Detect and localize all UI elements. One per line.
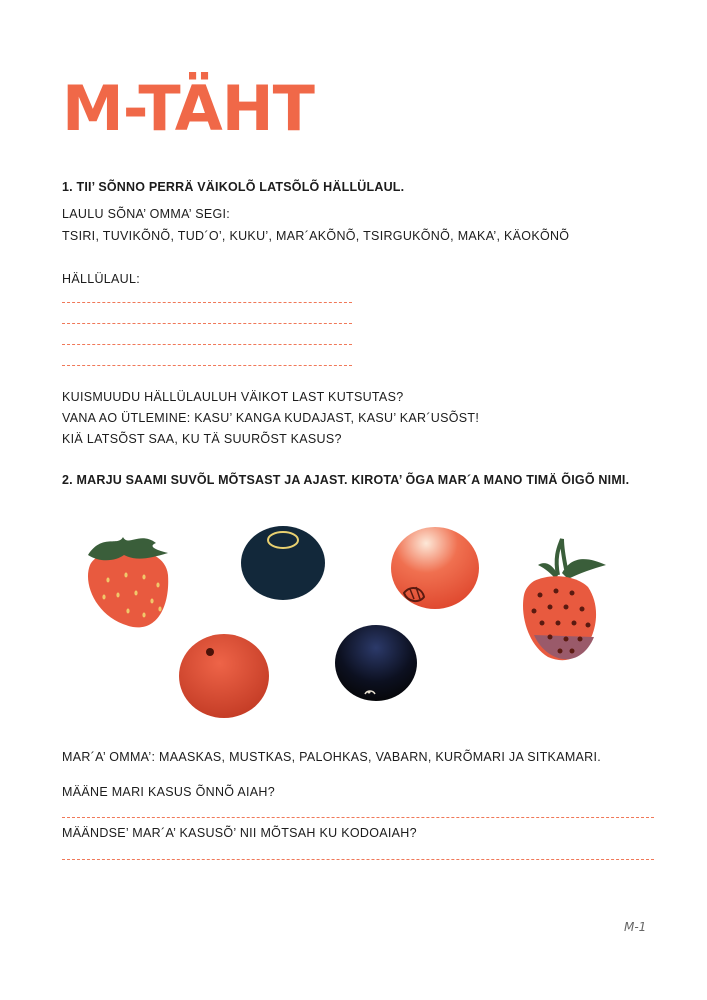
answer-line[interactable] <box>62 365 352 366</box>
answer-line[interactable] <box>62 302 352 303</box>
red-currant-icon <box>176 630 272 720</box>
blueberry-icon <box>238 523 328 603</box>
cranberry-icon <box>388 523 483 613</box>
task1-heading: 1. TII’ SÕNNO PERRÄ VÄIKOLÕ LATSÕLÕ HÄLLÜLAUL. <box>62 180 405 194</box>
page-number: M-1 <box>624 920 647 934</box>
answer-line[interactable] <box>62 817 654 818</box>
strawberry-icon <box>78 525 178 633</box>
page-title: M-TÄHT <box>62 72 314 145</box>
word-list: TSIRI, TUVIKÕNÕ, TUD´O’, KUKU’, MAR´AKÕNÕ, TSIRGUKÕNÕ, MAKA’, KÄOKÕNÕ <box>62 229 570 243</box>
words-intro: LAULU SÕNA’ OMMA’ SEGI: <box>62 207 231 221</box>
task2-heading: 2. MARJU SAAMI SUVÕL MÕTSAST JA AJAST. KIROTA’ ÕGA MAR´A MANO TIMÄ ÕIGÕ NIMI. <box>62 473 630 487</box>
question-text: MÄÄNDSE’ MAR´A’ KASUSÕ’ NII MÕTSAH KU KODOAIAH? <box>62 826 417 840</box>
raspberry-icon <box>510 535 610 663</box>
answer-line[interactable] <box>62 344 352 345</box>
song-label: HÄLLÜLAUL: <box>62 272 141 286</box>
question-text: KUISMUUDU HÄLLÜLAULUH VÄIKOT LAST KUTSUTAS? <box>62 390 404 404</box>
question-text: MÄÄNE MARI KASUS ÕNNÕ AIAH? <box>62 785 276 799</box>
answer-line[interactable] <box>62 323 352 324</box>
question-text: VANA AO ÜTLEMINE: KASU’ KANGA KUDAJAST, KASU’ KAR´USÕST! <box>62 411 480 425</box>
answer-line[interactable] <box>62 859 654 860</box>
blackcurrant-icon <box>333 622 419 704</box>
berries-list: MAR´A’ OMMA’: MAASKAS, MUSTKAS, PALOHKAS, VABARN, KURÕMARI JA SITKAMARI. <box>62 750 602 764</box>
question-text: KIÄ LATSÕST SAA, KU TÄ SUURÕST KASUS? <box>62 432 342 446</box>
